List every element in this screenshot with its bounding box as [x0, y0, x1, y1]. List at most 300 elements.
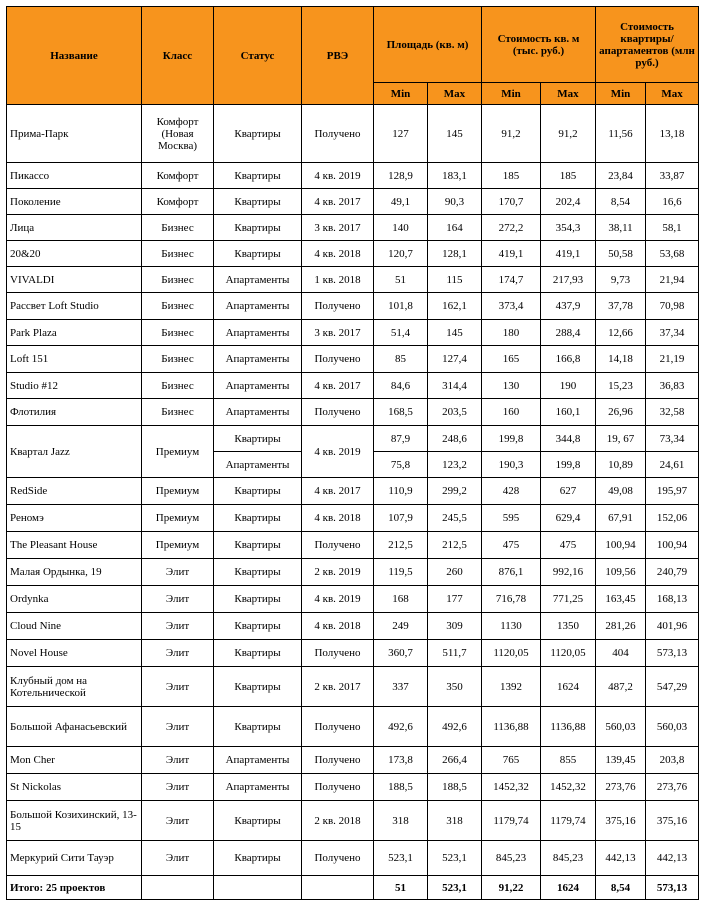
value-pmax: 845,23: [541, 841, 596, 876]
value-amax: 127,4: [428, 346, 482, 373]
value-cmax: 240,79: [646, 559, 699, 586]
value-pmax: 1624: [541, 667, 596, 707]
total-empty-status: [214, 876, 302, 900]
value-pmax: 437,9: [541, 293, 596, 320]
value-pmax: 1350: [541, 613, 596, 640]
value-pmax: 629,4: [541, 505, 596, 532]
value-pmax: 475: [541, 532, 596, 559]
value-cmin: 273,76: [596, 774, 646, 801]
project-status: Апартаменты: [214, 293, 302, 320]
project-rve: 4 кв. 2017: [302, 373, 374, 399]
value-pmin: 475: [482, 532, 541, 559]
table-row: [7, 667, 699, 707]
value-cmax: 152,06: [646, 505, 699, 532]
value-amax: 266,4: [428, 747, 482, 774]
value-cmin: 139,45: [596, 747, 646, 774]
project-status: Апартаменты: [214, 747, 302, 774]
value-pmin: 765: [482, 747, 541, 774]
value-amax: 128,1: [428, 241, 482, 267]
project-name: Поколение: [7, 189, 142, 215]
project-status: Квартиры: [214, 189, 302, 215]
value-cmin: 281,26: [596, 613, 646, 640]
total-pmin: 91,22: [482, 876, 541, 900]
project-name: VIVALDI: [7, 267, 142, 293]
value-cmax: 58,1: [646, 215, 699, 241]
project-name: Novel House: [7, 640, 142, 667]
project-name: Малая Ордынка, 19: [7, 559, 142, 586]
table-row: [7, 189, 699, 215]
project-status: Апартаменты: [214, 373, 302, 399]
project-rve: Получено: [302, 707, 374, 747]
value-cmin: 49,08: [596, 478, 646, 505]
value-pmax: 1452,32: [541, 774, 596, 801]
project-status: Апартаменты: [214, 774, 302, 801]
table-row: [7, 801, 699, 841]
value-cmax: 195,97: [646, 478, 699, 505]
table-row: [7, 215, 699, 241]
value-cmax: 33,87: [646, 163, 699, 189]
value-cmax: 32,58: [646, 399, 699, 426]
value-pmin: 1452,32: [482, 774, 541, 801]
value-pmin: 373,4: [482, 293, 541, 320]
value-pmax: 199,8: [541, 452, 596, 478]
value-cmax: 16,6: [646, 189, 699, 215]
value-pmin: 716,78: [482, 586, 541, 613]
value-amin: 523,1: [374, 841, 428, 876]
value-amin: 168: [374, 586, 428, 613]
project-name: Флотилия: [7, 399, 142, 426]
total-cmin: 8,54: [596, 876, 646, 900]
value-amax: 177: [428, 586, 482, 613]
table-row: [7, 163, 699, 189]
project-name: Park Plaza: [7, 320, 142, 346]
project-name: Большой Козихинский, 13-15: [7, 801, 142, 841]
value-cmin: 15,23: [596, 373, 646, 399]
project-rve: 2 кв. 2019: [302, 559, 374, 586]
value-pmin: 876,1: [482, 559, 541, 586]
project-status: Квартиры: [214, 478, 302, 505]
table-row: [7, 478, 699, 505]
project-rve: Получено: [302, 747, 374, 774]
value-pmax: 855: [541, 747, 596, 774]
value-cmax: 203,8: [646, 747, 699, 774]
value-cmin: 37,78: [596, 293, 646, 320]
value-cmin: 38,11: [596, 215, 646, 241]
project-rve: 4 кв. 2019: [302, 426, 374, 478]
value-cmin: 442,13: [596, 841, 646, 876]
value-pmin: 180: [482, 320, 541, 346]
header-area: Площадь (кв. м): [374, 7, 482, 83]
value-amin: 212,5: [374, 532, 428, 559]
project-status: Квартиры: [214, 667, 302, 707]
table-row: [7, 241, 699, 267]
value-cmax: 442,13: [646, 841, 699, 876]
project-status: Квартиры: [214, 426, 302, 452]
project-class: Элит: [142, 559, 214, 586]
header-name: Название: [7, 7, 142, 105]
value-amax: 212,5: [428, 532, 482, 559]
value-amin: 492,6: [374, 707, 428, 747]
value-amax: 260: [428, 559, 482, 586]
project-status: Квартиры: [214, 241, 302, 267]
value-pmin: 595: [482, 505, 541, 532]
header-price-sqm-min: Min: [482, 83, 541, 105]
value-amax: 248,6: [428, 426, 482, 452]
table-row: [7, 559, 699, 586]
project-rve: 3 кв. 2017: [302, 215, 374, 241]
value-amax: 511,7: [428, 640, 482, 667]
project-name: St Nickolas: [7, 774, 142, 801]
value-cmax: 100,94: [646, 532, 699, 559]
value-amax: 90,3: [428, 189, 482, 215]
value-pmin: 130: [482, 373, 541, 399]
value-amax: 183,1: [428, 163, 482, 189]
value-amin: 140: [374, 215, 428, 241]
header-price-apt-min: Min: [596, 83, 646, 105]
value-cmin: 404: [596, 640, 646, 667]
header-area-max: Max: [428, 83, 482, 105]
value-pmin: 419,1: [482, 241, 541, 267]
project-class: Премиум: [142, 532, 214, 559]
value-cmax: 37,34: [646, 320, 699, 346]
project-rve: 4 кв. 2018: [302, 241, 374, 267]
value-cmax: 573,13: [646, 640, 699, 667]
table-row: [7, 707, 699, 747]
project-class: Бизнес: [142, 267, 214, 293]
value-cmax: 73,34: [646, 426, 699, 452]
project-class: Премиум: [142, 426, 214, 478]
value-pmax: 91,2: [541, 105, 596, 163]
project-status: Квартиры: [214, 586, 302, 613]
project-rve: 3 кв. 2017: [302, 320, 374, 346]
value-pmin: 1136,88: [482, 707, 541, 747]
value-amin: 119,5: [374, 559, 428, 586]
value-amin: 127: [374, 105, 428, 163]
project-rve: 2 кв. 2018: [302, 801, 374, 841]
project-status: Апартаменты: [214, 346, 302, 373]
project-status: Квартиры: [214, 559, 302, 586]
value-amax: 123,2: [428, 452, 482, 478]
project-rve: 4 кв. 2019: [302, 163, 374, 189]
project-class: Комфорт (Новая Москва): [142, 105, 214, 163]
table-row: [7, 532, 699, 559]
value-amin: 337: [374, 667, 428, 707]
value-cmax: 24,61: [646, 452, 699, 478]
value-amin: 173,8: [374, 747, 428, 774]
value-cmax: 13,18: [646, 105, 699, 163]
project-rve: Получено: [302, 105, 374, 163]
value-pmax: 992,16: [541, 559, 596, 586]
value-amin: 188,5: [374, 774, 428, 801]
value-pmin: 1179,74: [482, 801, 541, 841]
header-price-sqm: Стоимость кв. м (тыс. руб.): [482, 7, 596, 83]
project-status: Квартиры: [214, 613, 302, 640]
project-name: Меркурий Сити Тауэр: [7, 841, 142, 876]
value-cmax: 273,76: [646, 774, 699, 801]
project-class: Элит: [142, 801, 214, 841]
value-amax: 350: [428, 667, 482, 707]
project-class: Бизнес: [142, 399, 214, 426]
value-cmax: 401,96: [646, 613, 699, 640]
table-row: [7, 293, 699, 320]
value-cmax: 21,19: [646, 346, 699, 373]
table-row: [7, 267, 699, 293]
value-cmin: 10,89: [596, 452, 646, 478]
project-class: Элит: [142, 841, 214, 876]
project-name: Cloud Nine: [7, 613, 142, 640]
project-name: Лица: [7, 215, 142, 241]
project-class: Бизнес: [142, 373, 214, 399]
value-pmax: 185: [541, 163, 596, 189]
table-row: [7, 747, 699, 774]
project-class: Бизнес: [142, 215, 214, 241]
value-cmin: 560,03: [596, 707, 646, 747]
project-rve: 4 кв. 2018: [302, 505, 374, 532]
table-row: [7, 505, 699, 532]
header-price-apt-max: Max: [646, 83, 699, 105]
value-pmin: 428: [482, 478, 541, 505]
project-name: Квартал Jazz: [7, 426, 142, 478]
project-class: Комфорт: [142, 163, 214, 189]
project-name: Реномэ: [7, 505, 142, 532]
project-class: Элит: [142, 613, 214, 640]
project-status: Квартиры: [214, 640, 302, 667]
table-row: [7, 841, 699, 876]
project-name: The Pleasant House: [7, 532, 142, 559]
value-cmin: 26,96: [596, 399, 646, 426]
value-amin: 107,9: [374, 505, 428, 532]
project-rve: Получено: [302, 841, 374, 876]
value-pmin: 185: [482, 163, 541, 189]
value-pmax: 344,8: [541, 426, 596, 452]
value-amin: 168,5: [374, 399, 428, 426]
table-row: [7, 586, 699, 613]
value-cmin: 109,56: [596, 559, 646, 586]
table-row: [7, 774, 699, 801]
project-class: Элит: [142, 667, 214, 707]
value-amin: 318: [374, 801, 428, 841]
value-amin: 110,9: [374, 478, 428, 505]
total-label: Итого: 25 проектов: [7, 876, 142, 900]
project-class: Элит: [142, 640, 214, 667]
project-class: Элит: [142, 586, 214, 613]
value-pmax: 217,93: [541, 267, 596, 293]
value-amax: 188,5: [428, 774, 482, 801]
project-status: Апартаменты: [214, 320, 302, 346]
value-pmax: 288,4: [541, 320, 596, 346]
project-status: Квартиры: [214, 801, 302, 841]
value-amax: 309: [428, 613, 482, 640]
header-rve: РВЭ: [302, 7, 374, 105]
project-status: Квартиры: [214, 532, 302, 559]
project-class: Элит: [142, 747, 214, 774]
value-cmin: 487,2: [596, 667, 646, 707]
project-name: Большой Афанасьевский: [7, 707, 142, 747]
project-rve: 4 кв. 2018: [302, 613, 374, 640]
projects-table: [6, 6, 699, 900]
project-rve: 1 кв. 2018: [302, 267, 374, 293]
value-amin: 101,8: [374, 293, 428, 320]
project-status: Апартаменты: [214, 399, 302, 426]
value-amax: 164: [428, 215, 482, 241]
value-amax: 203,5: [428, 399, 482, 426]
project-name: Loft 151: [7, 346, 142, 373]
value-pmax: 160,1: [541, 399, 596, 426]
header-area-min: Min: [374, 83, 428, 105]
value-cmin: 9,73: [596, 267, 646, 293]
project-rve: Получено: [302, 774, 374, 801]
project-rve: 2 кв. 2017: [302, 667, 374, 707]
project-status: Квартиры: [214, 707, 302, 747]
total-row: [7, 876, 699, 900]
value-cmax: 70,98: [646, 293, 699, 320]
project-class: Элит: [142, 707, 214, 747]
total-cmax: 573,13: [646, 876, 699, 900]
value-amin: 84,6: [374, 373, 428, 399]
value-pmax: 166,8: [541, 346, 596, 373]
value-amax: 115: [428, 267, 482, 293]
project-status: Квартиры: [214, 215, 302, 241]
project-class: Комфорт: [142, 189, 214, 215]
project-status: Квартиры: [214, 841, 302, 876]
project-status: Квартиры: [214, 105, 302, 163]
value-cmax: 36,83: [646, 373, 699, 399]
project-status: Квартиры: [214, 163, 302, 189]
project-rve: Получено: [302, 346, 374, 373]
value-cmax: 560,03: [646, 707, 699, 747]
value-pmin: 174,7: [482, 267, 541, 293]
value-pmax: 1120,05: [541, 640, 596, 667]
total-amax: 523,1: [428, 876, 482, 900]
value-amin: 51: [374, 267, 428, 293]
value-cmin: 50,58: [596, 241, 646, 267]
project-class: Бизнес: [142, 320, 214, 346]
value-cmin: 23,84: [596, 163, 646, 189]
project-class: Бизнес: [142, 346, 214, 373]
table-row: [7, 640, 699, 667]
value-cmax: 53,68: [646, 241, 699, 267]
value-cmin: 100,94: [596, 532, 646, 559]
value-amax: 145: [428, 320, 482, 346]
table-row: [7, 373, 699, 399]
value-pmax: 419,1: [541, 241, 596, 267]
value-amax: 299,2: [428, 478, 482, 505]
header-class: Класс: [142, 7, 214, 105]
project-status: Апартаменты: [214, 452, 302, 478]
table-row: [7, 399, 699, 426]
value-amin: 249: [374, 613, 428, 640]
value-pmin: 190,3: [482, 452, 541, 478]
value-cmin: 67,91: [596, 505, 646, 532]
value-cmin: 375,16: [596, 801, 646, 841]
value-pmin: 165: [482, 346, 541, 373]
header-price-sqm-max: Max: [541, 83, 596, 105]
project-name: Ordynka: [7, 586, 142, 613]
value-amax: 314,4: [428, 373, 482, 399]
value-amin: 120,7: [374, 241, 428, 267]
project-status: Апартаменты: [214, 267, 302, 293]
project-rve: Получено: [302, 399, 374, 426]
project-rve: Получено: [302, 640, 374, 667]
value-amax: 492,6: [428, 707, 482, 747]
value-pmin: 1130: [482, 613, 541, 640]
value-pmin: 170,7: [482, 189, 541, 215]
project-class: Премиум: [142, 505, 214, 532]
value-pmin: 160: [482, 399, 541, 426]
total-pmax: 1624: [541, 876, 596, 900]
value-pmin: 1120,05: [482, 640, 541, 667]
project-rve: Получено: [302, 532, 374, 559]
value-cmin: 11,56: [596, 105, 646, 163]
value-amin: 360,7: [374, 640, 428, 667]
value-cmax: 375,16: [646, 801, 699, 841]
value-cmax: 547,29: [646, 667, 699, 707]
value-pmax: 1136,88: [541, 707, 596, 747]
table-row: [7, 320, 699, 346]
value-amin: 49,1: [374, 189, 428, 215]
project-name: RedSide: [7, 478, 142, 505]
project-class: Бизнес: [142, 241, 214, 267]
value-amax: 162,1: [428, 293, 482, 320]
project-rve: Получено: [302, 293, 374, 320]
header-price-apt: Стоимость квартиры/ апартаментов (млн руб.): [596, 7, 699, 83]
project-name: Studio #12: [7, 373, 142, 399]
total-empty-rve: [302, 876, 374, 900]
project-name: 20&20: [7, 241, 142, 267]
header-status: Статус: [214, 7, 302, 105]
value-amin: 87,9: [374, 426, 428, 452]
project-class: Элит: [142, 774, 214, 801]
value-pmin: 1392: [482, 667, 541, 707]
project-status: Квартиры: [214, 505, 302, 532]
value-pmax: 627: [541, 478, 596, 505]
value-cmin: 19, 67: [596, 426, 646, 452]
project-name: Клубный дом на Котельнической: [7, 667, 142, 707]
value-pmax: 354,3: [541, 215, 596, 241]
table-row: [7, 613, 699, 640]
project-class: Бизнес: [142, 293, 214, 320]
value-pmin: 845,23: [482, 841, 541, 876]
value-amax: 318: [428, 801, 482, 841]
project-name: Рассвет Loft Studio: [7, 293, 142, 320]
value-pmax: 190: [541, 373, 596, 399]
project-name: Пикассо: [7, 163, 142, 189]
value-cmin: 8,54: [596, 189, 646, 215]
value-amin: 51,4: [374, 320, 428, 346]
value-pmin: 199,8: [482, 426, 541, 452]
value-cmax: 168,13: [646, 586, 699, 613]
value-amin: 85: [374, 346, 428, 373]
value-cmin: 12,66: [596, 320, 646, 346]
project-rve: 4 кв. 2019: [302, 586, 374, 613]
total-empty-class: [142, 876, 214, 900]
value-pmax: 1179,74: [541, 801, 596, 841]
total-amin: 51: [374, 876, 428, 900]
project-name: Прима-Парк: [7, 105, 142, 163]
value-amin: 128,9: [374, 163, 428, 189]
value-amax: 245,5: [428, 505, 482, 532]
value-pmin: 91,2: [482, 105, 541, 163]
value-cmin: 14,18: [596, 346, 646, 373]
value-pmin: 272,2: [482, 215, 541, 241]
value-pmax: 202,4: [541, 189, 596, 215]
table-row: [7, 426, 699, 452]
project-rve: 4 кв. 2017: [302, 478, 374, 505]
value-amin: 75,8: [374, 452, 428, 478]
value-amax: 145: [428, 105, 482, 163]
value-cmax: 21,94: [646, 267, 699, 293]
value-pmax: 771,25: [541, 586, 596, 613]
